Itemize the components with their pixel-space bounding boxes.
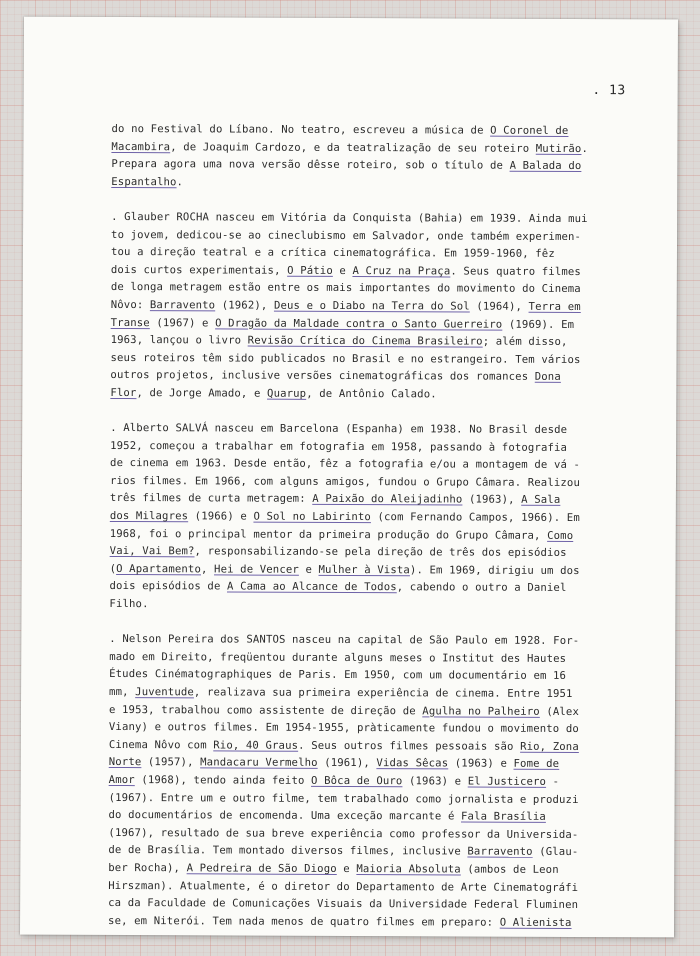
underlined-title: O Bôca de Ouro xyxy=(311,774,403,788)
text-line xyxy=(109,649,629,669)
text-segment: , cabendo o outro a Daniel xyxy=(396,581,567,595)
text-line xyxy=(111,121,631,141)
text-line xyxy=(109,666,629,686)
page-number: . 13 xyxy=(592,83,626,99)
text-line xyxy=(109,737,629,757)
text-line xyxy=(109,596,629,616)
text-line xyxy=(110,526,630,546)
text-line xyxy=(110,543,630,563)
text-line xyxy=(108,807,628,827)
text-segment: (1963) e xyxy=(448,757,514,771)
text-segment: (1969). Em xyxy=(502,318,575,331)
text-segment: de longa metragem estão entre os mais importantes do movimento do Cinema xyxy=(110,281,581,296)
text-segment: (1963) e xyxy=(402,775,468,788)
text-segment: se, em Niterói. Tem nada menos de quatro filmes em preparo: xyxy=(108,914,500,929)
text-segment: ; além disso, xyxy=(482,335,568,349)
underlined-title: Maioria Absoluta xyxy=(356,862,461,876)
text-segment: (Glau- xyxy=(532,846,579,859)
underlined-title: A Pedreira de São Diogo xyxy=(186,862,337,875)
text-line xyxy=(111,314,631,334)
text-segment: . Seus quatro filmes xyxy=(450,265,581,278)
underlined-title: O Sol no Labirinto xyxy=(253,510,371,524)
text-line xyxy=(109,631,629,651)
underlined-title: dos Milagres xyxy=(109,510,189,523)
underlined-title: A Cama ao Alcance de Todos xyxy=(227,580,397,594)
text-line xyxy=(110,350,630,370)
text-segment: . Nelson Pereira dos SANTOS nasceu na capital de São Paulo em 1928. For- xyxy=(109,633,580,648)
text-line xyxy=(111,227,631,247)
typed-page xyxy=(20,17,678,938)
text-line xyxy=(110,473,630,493)
underlined-title: Fala Brasília xyxy=(461,810,546,824)
text-line xyxy=(109,578,629,598)
text-line xyxy=(109,754,629,774)
text-line xyxy=(111,262,631,282)
text-segment: do documentários de encomenda. Uma exceção marcante é xyxy=(108,809,462,823)
underlined-title: Juventude xyxy=(135,686,194,699)
text-segment: 1963, lançou o livro xyxy=(110,334,248,347)
underlined-title: A Cruz na Praça xyxy=(352,264,451,278)
text-segment: (1964), xyxy=(469,300,529,313)
text-line xyxy=(111,297,631,317)
text-segment: (ambos de Leon xyxy=(460,863,559,876)
text-segment: Cinema Nôvo com xyxy=(108,738,214,752)
paragraph xyxy=(108,631,629,932)
underlined-title: Terra em xyxy=(528,300,581,313)
text-segment: e 1953, trabalhou como assistente de direção de xyxy=(108,703,423,717)
underlined-title: Norte xyxy=(108,756,142,769)
text-segment: de de Brasília. Tem montado diversos filmes, inclusive xyxy=(108,844,468,858)
text-line xyxy=(110,438,630,458)
text-segment: . Seus outros filmes pessoais são xyxy=(298,739,521,753)
underlined-title: Rio, 40 Graus xyxy=(213,739,299,752)
text-line xyxy=(111,279,631,299)
underlined-title: A Sala xyxy=(521,494,561,507)
text-segment: do no Festival do Líbano. No teatro, escreveu a música de xyxy=(111,122,491,137)
text-segment: Nôvo: xyxy=(110,298,150,312)
underlined-title: Fome de xyxy=(513,758,560,771)
text-segment: Viany) e outros filmes. Em 1954-1955, pràticamente fundou o movimento do xyxy=(108,721,579,736)
text-segment: (1967), resultado de sua breve experiência como professor da Universida- xyxy=(108,826,579,841)
underlined-title: Hei de Vencer xyxy=(214,563,299,576)
text-segment: , xyxy=(200,563,215,576)
text-line xyxy=(110,367,630,387)
text-line xyxy=(110,455,630,475)
text-segment: , de Jorge Amado, e xyxy=(136,386,268,400)
text-line xyxy=(109,772,629,792)
text-segment: mado em Direito, freqüentou durante alguns meses o Institut des Hautes xyxy=(109,650,567,665)
text-segment: outros projetos, inclusive versões cinematográficas dos romances xyxy=(110,369,535,384)
underlined-title: O Coronel de xyxy=(490,124,569,137)
text-line xyxy=(108,895,628,915)
text-segment: dois episódios de xyxy=(109,580,228,593)
typed-text-body xyxy=(108,121,632,950)
text-line xyxy=(110,508,630,528)
text-segment: (Alex xyxy=(539,705,580,718)
text-segment: 1952, começou a trabalhar em fotografia em 1958, passando à fotografia xyxy=(110,439,568,454)
text-segment: e xyxy=(336,862,357,875)
text-segment: (1967) e xyxy=(149,316,216,329)
underlined-title: O Alienista xyxy=(499,916,572,929)
text-segment: dois curtos experimentais, xyxy=(110,263,288,277)
text-segment: Hirszman). Atualmente, é o diretor do Departamento de Arte Cinematográfi xyxy=(108,879,579,894)
underlined-title: El Justicero xyxy=(467,775,547,788)
text-segment: (1967). Entre um e outro filme, tem trabalhado como jornalista e produzi xyxy=(108,791,579,806)
text-segment: to jovem, dedicou-se ao cineclubismo em Salvador, onde também experimen- xyxy=(111,228,582,243)
text-line xyxy=(109,719,629,739)
text-segment: Filho. xyxy=(109,597,149,611)
underlined-title: Como xyxy=(547,529,574,542)
text-segment: ca da Faculdade de Comunicações Visuais da Universidade Federal Fluminen xyxy=(108,897,579,912)
text-segment: . Alberto SALVÁ nasceu em Barcelona (Espanha) em 1938. No Brasil desde xyxy=(110,422,568,437)
text-segment: (1963), xyxy=(462,493,522,507)
text-line xyxy=(108,842,628,862)
text-line xyxy=(108,877,628,897)
text-segment: ber Rocha), xyxy=(108,861,187,875)
text-segment: tou a direção teatral e a crítica cinematográfica. Em 1959-1960, fêz xyxy=(110,246,555,261)
underlined-title: Mulher à Vista xyxy=(318,563,410,577)
underlined-title: Agulha no Palheiro xyxy=(422,704,540,718)
text-line xyxy=(110,490,630,510)
text-segment: ). Em 1969, dirigiu um dos xyxy=(409,564,580,577)
underlined-title: O Apartamento xyxy=(116,562,202,576)
underlined-title: Quarup xyxy=(267,387,307,400)
underlined-title: Amor xyxy=(108,773,135,787)
text-line xyxy=(110,420,630,440)
text-line xyxy=(111,332,631,352)
text-segment: mm, xyxy=(109,685,136,699)
text-segment: (1968), tendo ainda feito xyxy=(134,774,312,787)
text-segment: . Glauber ROCHA nasceu em Vitória da Conquista (Bahia) em 1939. Ainda mui xyxy=(111,210,588,226)
underlined-title: Macambira xyxy=(111,140,171,153)
text-segment: , realizava sua primeira experiência de cinema. Entre 1951 xyxy=(193,686,573,700)
text-line xyxy=(111,209,631,229)
text-line xyxy=(108,860,628,880)
text-segment: - xyxy=(546,775,560,788)
text-segment: (1966) e xyxy=(188,510,254,523)
underlined-title: Barravento xyxy=(467,845,533,859)
text-segment: seus roteiros têm sido publicados no Brasil e no estrangeiro. Tem vários xyxy=(110,351,581,366)
text-segment: (1962), xyxy=(215,299,274,312)
text-segment: de cinema em 1963. Desde então, fêz a fotografia e/ou a montagem de vá - xyxy=(110,457,581,472)
text-segment: , de Joaquim Cardozo, e da teatralização de seu roteiro xyxy=(170,140,536,155)
underlined-title: Dona xyxy=(534,371,561,384)
underlined-title: A Paixão do Aleijadinho xyxy=(312,493,463,506)
underlined-title: Vai, Vai Bem? xyxy=(109,545,195,558)
paragraph xyxy=(111,121,631,194)
text-segment: . xyxy=(581,142,589,155)
text-segment: três filmes de curta metragem: xyxy=(109,492,313,506)
underlined-title: A Balada do xyxy=(509,159,582,173)
paragraph xyxy=(110,209,631,405)
text-line xyxy=(111,244,631,264)
text-segment: rios filmes. Em 1966, com alguns amigos, fundou o Grupo Câmara. Realizou xyxy=(109,474,581,489)
text-segment: (com Fernando Campos, 1966). Em xyxy=(370,511,580,525)
underlined-title: Mutirão xyxy=(535,142,582,155)
text-line xyxy=(111,156,631,176)
text-line xyxy=(109,790,629,810)
text-line xyxy=(110,385,630,405)
text-segment: e xyxy=(332,264,353,277)
underlined-title: Transe xyxy=(110,316,150,329)
text-segment: . xyxy=(176,176,184,189)
text-segment: Prepara agora uma nova versão dêsse roteiro, sob o título de xyxy=(111,158,510,172)
text-segment: , responsabilizando-se pela direção de três dos episódios xyxy=(194,545,567,560)
text-segment: Études Cinématographiques de Paris. Em 1950, com um documentário em 16 xyxy=(109,668,567,683)
text-line xyxy=(109,684,629,704)
underlined-title: Vidas Sêcas xyxy=(376,757,449,770)
text-segment: (1957), xyxy=(141,756,201,769)
text-line xyxy=(111,139,631,159)
text-line xyxy=(111,174,631,194)
underlined-title: Flor xyxy=(110,386,137,399)
text-line xyxy=(108,825,628,845)
underlined-title: Deus e o Diabo na Terra do Sol xyxy=(273,299,470,313)
paragraph xyxy=(109,420,630,616)
text-line xyxy=(108,913,628,933)
text-line xyxy=(109,702,629,722)
text-segment: e xyxy=(298,563,319,576)
underlined-title: Mandacaru Vermelho xyxy=(200,756,318,770)
underlined-title: Revisão Crítica do Cinema Brasileiro xyxy=(247,334,483,348)
underlined-title: Espantalho xyxy=(111,175,177,189)
text-segment: 1968, foi o principal mentor da primeira produção do Grupo Câmara, xyxy=(109,527,548,542)
text-line xyxy=(110,561,630,581)
underlined-title: O Pátio xyxy=(287,264,333,277)
text-segment: , de Antônio Calado. xyxy=(306,387,437,401)
underlined-title: O Dragão da Maldade contra o Santo Guerreiro xyxy=(215,316,503,331)
text-segment: (1961), xyxy=(317,757,377,770)
text-segment: ( xyxy=(109,562,117,575)
underlined-title: Rio, Zona xyxy=(520,740,579,753)
underlined-title: Barravento xyxy=(149,299,216,312)
